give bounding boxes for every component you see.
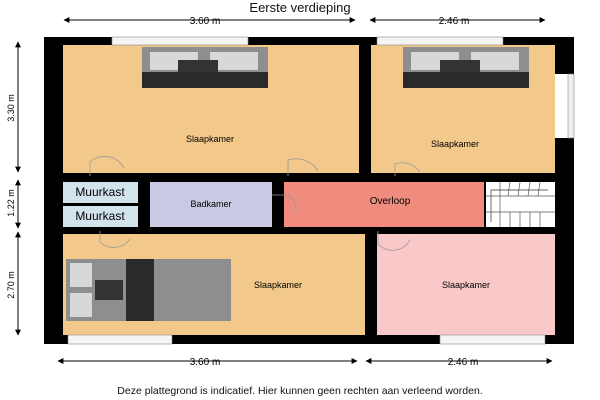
- dimension-bottom-left-label: 3.60 m: [189, 357, 221, 368]
- label-slaapkamer-bottom-left: Slaapkamer: [253, 280, 303, 290]
- dimension-left-bottom-label: 2.70 m: [6, 271, 16, 299]
- window-right: [568, 74, 574, 138]
- bed-top-left: [142, 47, 268, 88]
- dimension-top-right-label: 2.46 m: [438, 16, 470, 27]
- label-slaapkamer-top-left: Slaapkamer: [185, 134, 235, 144]
- label-badkamer: Badkamer: [190, 199, 232, 209]
- dimension-left-middle-label: 1.22 m: [6, 189, 16, 217]
- dimension-bottom-right: [366, 357, 552, 368]
- dimension-bottom-right-label: 2.46 m: [447, 357, 479, 368]
- dimension-top-left: [64, 16, 355, 27]
- dimension-top-right: [370, 16, 545, 27]
- label-slaapkamer-top-right: Slaapkamer: [430, 139, 480, 149]
- dimension-left-middle: [6, 180, 18, 228]
- window-bottom-right: [440, 335, 545, 344]
- dimension-top-left-label: 3.60 m: [189, 16, 221, 27]
- window-top-right: [377, 37, 503, 45]
- dimension-left-bottom: [6, 232, 18, 335]
- label-slaapkamer-bottom-right: Slaapkamer: [441, 280, 491, 290]
- disclaimer-text: Deze plattegrond is indicatief. Hier kunnen geen rechten aan verleend worden.: [117, 385, 483, 397]
- window-bottom-left: [68, 335, 172, 344]
- dimension-left-top: [6, 42, 18, 172]
- window-top-left: [112, 37, 248, 45]
- dimension-bottom-left: [58, 357, 357, 368]
- floor-title: Eerste verdieping: [249, 0, 351, 15]
- room-staircase: [486, 182, 555, 227]
- dimension-left-top-label: 3.30 m: [6, 94, 16, 122]
- label-muurkast-1: Muurkast: [75, 185, 125, 199]
- bed-top-right: [403, 47, 529, 88]
- bed-bottom-left: [66, 259, 231, 321]
- label-muurkast-2: Muurkast: [75, 209, 125, 223]
- label-overloop: Overloop: [369, 196, 411, 207]
